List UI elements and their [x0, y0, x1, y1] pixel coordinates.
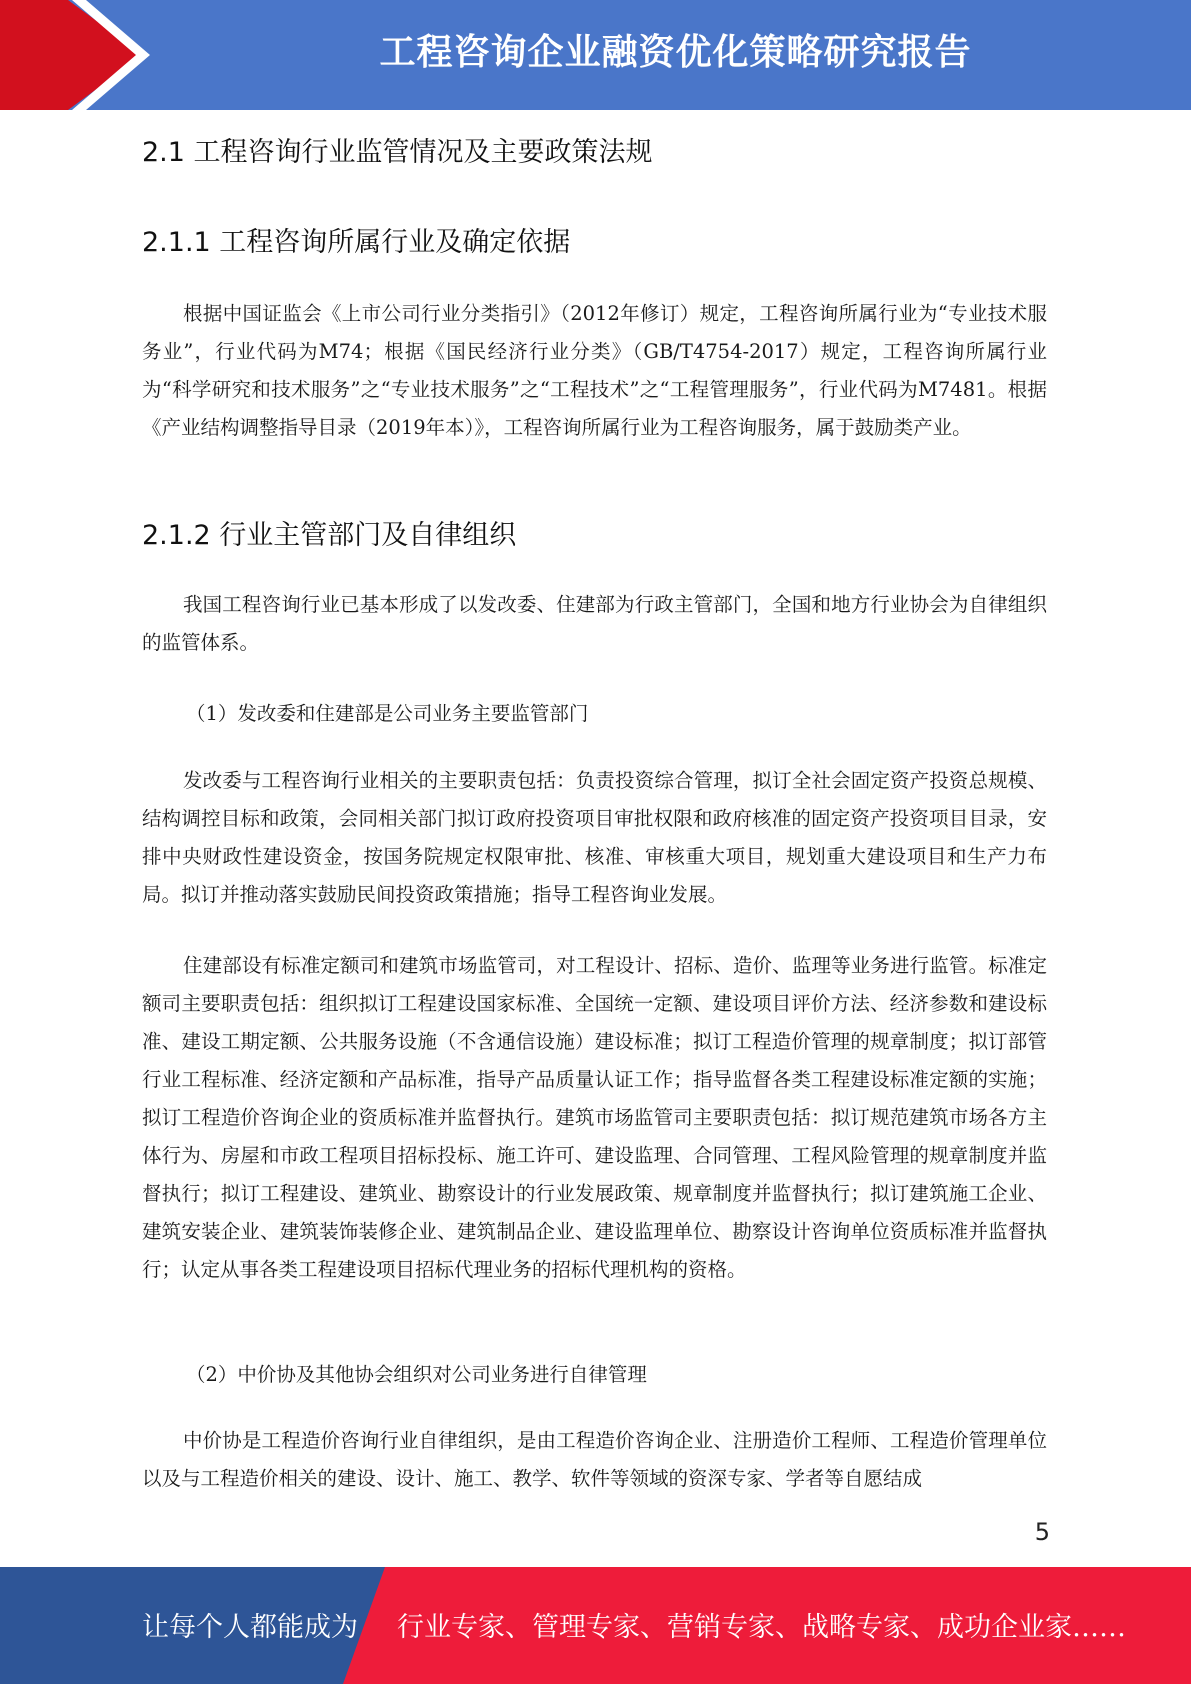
- footer-slogan-left: 让每个人都能成为: [142, 1612, 358, 1643]
- section-heading: 2.1 工程咨询行业监管情况及主要政策法规: [142, 137, 653, 168]
- subsection-heading-2-1-2: 2.1.2 行业主管部门及自律组织: [142, 520, 517, 551]
- header-arrow-decoration: [0, 0, 160, 110]
- footer-slogan-right: 行业专家、管理专家、营销专家、战略专家、成功企业家……: [397, 1612, 1126, 1643]
- footer-banner: [0, 1567, 1191, 1684]
- item-title-1: （1）发改委和住建部是公司业务主要监管部门: [186, 702, 589, 725]
- paragraph-ndrc-duties: 发改委与工程咨询行业相关的主要职责包括：负责投资综合管理，拟订全社会固定资产投资总规模、结构调控目标和政策，会同相关部门拟订政府投资项目审批权限和政府核准的固定资产投资项目目录，安排中央财政性建设资金，按国务院规定权限审批、核准、审核重大项目，规划重大建设项目和生产力布局。拟订并推动落实鼓励民间投资政策措施；指导工程咨询业发展。: [142, 769, 1047, 906]
- report-title: 工程咨询企业融资优化策略研究报告: [379, 32, 972, 73]
- report-header-banner: [0, 0, 1191, 110]
- page-number: 5: [1034, 1518, 1050, 1546]
- subsection-heading-2-1-1: 2.1.1 工程咨询所属行业及确定依据: [142, 227, 571, 258]
- paragraph-ccea: 中价协是工程造价咨询行业自律组织，是由工程造价咨询企业、注册造价工程师、工程造价管理单位以及与工程造价相关的建设、设计、施工、教学、软件等领域的资深专家、学者等自愿结成: [142, 1429, 1047, 1490]
- paragraph-industry-classification: 根据中国证监会《上市公司行业分类指引》（2012年修订）规定，工程咨询所属行业为“专业技术服务业”，行业代码为M74；根据《国民经济行业分类》（GB/T4754-2017）规定，工程咨询所属行业为“科学研究和技术服务”之“专业技术服务”之“工程技术”之“工程管理服务”，行业代码为M7481。根据《产业结构调整指导目录（2019年本）》，工程咨询所属行业为工程咨询服务，属于鼓励类产业。: [142, 302, 1047, 439]
- paragraph-regulatory-system: 我国工程咨询行业已基本形成了以发改委、住建部为行政主管部门，全国和地方行业协会为自律组织的监管体系。: [142, 593, 1047, 654]
- paragraph-mohurd-duties: 住建部设有标准定额司和建筑市场监管司，对工程设计、招标、造价、监理等业务进行监管。标准定额司主要职责包括：组织拟订工程建设国家标准、全国统一定额、建设项目评价方法、经济参数和建设标准、建设工期定额、公共服务设施（不含通信设施）建设标准；拟订工程造价管理的规章制度；拟订部管行业工程标准、经济定额和产品标准，指导产品质量认证工作；指导监督各类工程建设标准定额的实施；拟订工程造价咨询企业的资质标准并监督执行。建筑市场监管司主要职责包括：拟订规范建筑市场各方主体行为、房屋和市政工程项目招标投标、施工许可、建设监理、合同管理、工程风险管理的规章制度并监督执行；拟订工程建设、建筑业、勘察设计的行业发展政策、规章制度并监督执行；拟订建筑施工企业、建筑安装企业、建筑装饰装修企业、建筑制品企业、建设监理单位、勘察设计咨询单位资质标准并监督执行；认定从事各类工程建设项目招标代理业务的招标代理机构的资格。: [142, 954, 1047, 1281]
- item-title-2: （2）中价协及其他协会组织对公司业务进行自律管理: [186, 1363, 647, 1386]
